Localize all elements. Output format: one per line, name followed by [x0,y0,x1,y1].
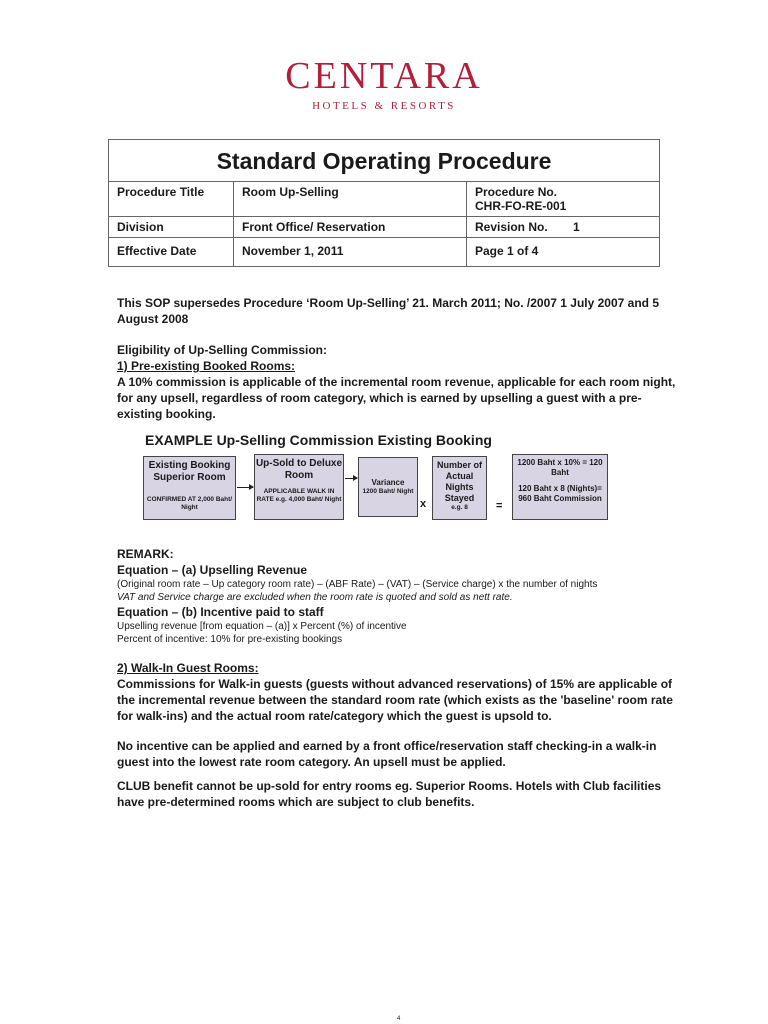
centara-logo [0,56,768,112]
sop-title: Standard Operating Procedure [109,140,660,182]
arrow-icon [345,478,357,479]
upsold-title: Up-Sold to Deluxe Room [255,458,343,481]
procedure-title-label: Procedure Title [109,182,234,217]
commission-diagram [0,450,768,530]
procedure-title-value: Room Up-Selling [234,182,467,217]
logo-wordmark: CENTARA [285,55,483,97]
commission-calc-line1: 1200 Baht x 10% = 120 Baht [517,458,603,477]
times-operator: x [420,498,427,510]
remark-section [117,546,687,646]
walkin-paragraph: Commissions for Walk-in guests (guests without advanced reservations) of 15% are applicable of the incremental revenue between the standard room rate (which exists as the 'baseline' room rate for walk-ins) and the actual room rate/category which the guest is upsold to. [117,677,673,723]
upsold-rate: APPLICABLE WALK IN RATE e.g. 4,000 Baht/ Night [256,488,342,503]
commission-calc-line2: 120 Baht x 8 (Nights)= 960 Baht Commission [518,484,602,503]
division-value: Front Office/ Reservation [234,217,467,238]
eligibility-section [117,342,677,422]
nights-title: Number of Actual Nights Stayed [437,460,482,503]
equation-a-note: VAT and Service charge are excluded when the room rate is quoted and sold as nett rate. [117,592,513,603]
nights-value: e.g. 8 [451,504,468,511]
procedure-no-value: CHR-FO-RE-001 [475,199,567,213]
revision-cell [467,217,660,238]
eligibility-heading: Eligibility of Up-Selling Commission: [117,343,328,357]
variance-title: Variance [371,478,405,487]
walkin-section [117,660,677,810]
revision-label: Revision No. [475,220,548,234]
procedure-no-cell [467,182,660,217]
example-title: EXAMPLE Up-Selling Commission Existing Booking [145,432,492,448]
sop-header-table [108,139,660,267]
supersedes-note: This SOP supersedes Procedure ‘Room Up-Selling’ 21. March 2011; No. /2007 1 July 2007 and 5 August 2008 [117,296,659,326]
equation-a-heading: Equation – (a) Upselling Revenue [117,563,308,577]
equation-a-text: (Original room rate – Up category room rate) – (ABF Rate) – (VAT) – (Service charge) x the number of nights [117,579,598,590]
equals-operator: = [496,500,503,512]
upsold-box [254,454,344,520]
existing-booking-rate: CONFIRMED AT 2,000 Baht/ Night [146,496,233,511]
page-mark: 4 [397,1016,401,1022]
no-incentive-paragraph: No incentive can be applied and earned by a front office/reservation staff checking-in a walk-in guest into the lowest rate room category. An upsell must be applied. [117,739,657,769]
page-number: Page 1 of 4 [467,238,660,267]
table-row [109,217,660,238]
equation-b-percent: Percent of incentive: 10% for pre-existing bookings [117,634,343,645]
existing-booking-title: Existing Booking Superior Room [148,460,231,483]
procedure-no-label: Procedure No. [475,185,558,199]
logo-subtitle: HOTELS & RESORTS [312,100,456,112]
walkin-heading: 2) Walk-In Guest Rooms: [117,661,259,675]
nights-box [432,456,487,520]
club-benefit-paragraph: CLUB benefit cannot be up-sold for entry rooms eg. Superior Rooms. Hotels with Club facilities have pre-determined rooms which are subject to club benefits. [117,779,662,809]
pre-existing-paragraph: A 10% commission is applicable of the incremental room revenue, applicable for each room night, for any upsell, regardless of room category, which is earned by upselling a guest with a pre-existing booking. [117,375,676,421]
variance-value: 1200 Baht/ Night [362,488,414,495]
pre-existing-heading: 1) Pre-existing Booked Rooms: [117,359,296,373]
table-row [109,238,660,267]
table-row [109,182,660,217]
remark-heading: REMARK: [117,547,174,561]
arrow-icon [237,487,253,488]
existing-booking-box [143,456,236,520]
effective-date-value: November 1, 2011 [234,238,467,267]
division-label: Division [109,217,234,238]
equation-b-text: Upselling revenue [from equation – (a)] x Percent (%) of incentive [117,621,407,632]
effective-date-label: Effective Date [109,238,234,267]
equation-b-heading: Equation – (b) Incentive paid to staff [117,605,324,619]
revision-value: 1 [573,220,580,234]
variance-box [358,457,418,517]
commission-result-box [512,454,608,520]
